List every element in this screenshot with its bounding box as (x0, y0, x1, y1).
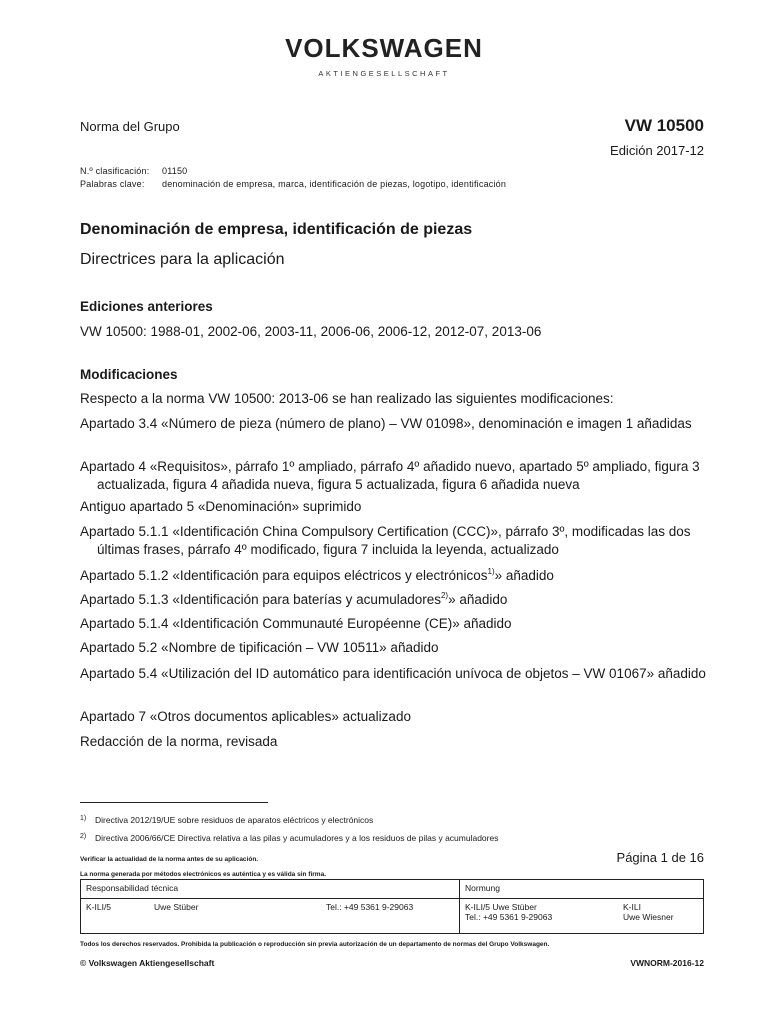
responsibility-header-text: Responsabilidad técnica (86, 883, 179, 893)
copyright: © Volkswagen Aktiengesellschaft (80, 958, 215, 968)
standard-number: VW 10500 (624, 116, 704, 135)
classification-label: N.º clasificación: (80, 166, 150, 176)
verify-notice: Verificar la actualidad de la norma antes de su aplicación. (80, 856, 259, 863)
footnote-ref: 2) (440, 590, 449, 600)
previous-editions-text: VW 10500: 1988-01, 2002-06, 2003-11, 2006-06, 2006-12, 2012-07, 2013-06 (80, 324, 542, 339)
modification-item-tail: » añadido (494, 568, 554, 583)
responsible-dept: K-ILI/5 (86, 902, 112, 912)
document-title: Denominación de empresa, identificación de piezas (80, 221, 473, 238)
normung-phone: Tel.: +49 5361 9-29063 (465, 912, 553, 922)
logo-subtitle: AKTIENGESELLSCHAFT (318, 69, 450, 78)
normung-contact-2 (623, 902, 674, 922)
normung-person: K-ILI/5 Uwe Stüber (465, 902, 537, 912)
modification-item (80, 567, 721, 585)
responsible-phone: Tel.: +49 5361 9-29063 (326, 902, 414, 912)
responsibility-cell (81, 899, 460, 934)
form-code: VWNORM-2016-12 (630, 958, 704, 968)
electronic-notice: La norma generada por métodos electrónicos es auténtica y es válida sin firma. (80, 871, 327, 878)
modification-item-text: Apartado 5.1.2 «Identificación para equipos eléctricos y electrónicos (80, 568, 488, 583)
footnote-text: Directiva 2006/66/CE Directiva relativa a las pilas y acumuladores y a los residuos de pilas y acumuladores (95, 833, 499, 843)
modification-item: Apartado 5.4 «Utilización del ID automático para identificación unívoca de objetos – VW 01067» añadido (80, 666, 706, 681)
modification-item: Apartado 3.4 «Número de pieza (número de plano) – VW 01098», denominación e imagen 1 añadidas (80, 416, 692, 431)
modification-item: Apartado 5.1.1 «Identificación China Compulsory Certification (CCC)», párrafo 3º, modificadas las dos últimas frases, párrafo 4º modificado, figura 7 incluida la leyenda, actualizado (80, 524, 691, 557)
responsibility-row (86, 902, 454, 912)
responsibility-header (81, 880, 460, 899)
modification-item: Apartado 7 «Otros documentos aplicables» actualizado (80, 709, 411, 724)
footnote-divider (80, 802, 268, 803)
modification-item: Apartado 5.2 «Nombre de tipificación – VW 10511» añadido (80, 640, 439, 655)
modifications-heading: Modificaciones (80, 367, 178, 382)
normung-dept: K-ILI (623, 902, 641, 912)
footnote (80, 815, 373, 825)
previous-editions-heading: Ediciones anteriores (80, 299, 213, 314)
footnote-text: Directiva 2012/19/UE sobre residuos de aparatos eléctricos y electrónicos (95, 815, 374, 825)
modifications-intro: Respecto a la norma VW 10500: 2013-06 se han realizado las siguientes modificaciones: (80, 391, 614, 406)
normung-header-text: Normung (465, 883, 500, 893)
footnote-number: 1) (80, 815, 87, 822)
footnote-number: 2) (80, 833, 87, 840)
keywords-row (80, 179, 506, 189)
standard-type: Norma del Grupo (80, 119, 180, 134)
modification-item (80, 591, 721, 609)
responsible-person: Uwe Stüber (154, 902, 199, 912)
edition-date: Edición 2017-12 (610, 143, 704, 158)
modification-item-text: Apartado 5.1.3 «Identificación para baterías y acumuladores (80, 592, 441, 607)
footnote-ref: 1) (487, 566, 495, 576)
keywords-label: Palabras clave: (80, 179, 145, 189)
modification-item: Redacción de la norma, revisada (80, 734, 278, 749)
responsibility-table (80, 879, 704, 934)
normung-person-2: Uwe Wiesner (623, 912, 674, 922)
classification-row (80, 166, 187, 176)
classification-value: 01150 (162, 166, 188, 176)
page-number: Página 1 de 16 (616, 850, 704, 865)
modification-item-tail: » añadido (448, 592, 508, 607)
normung-cell (460, 899, 704, 934)
rights-notice: Todos los derechos reservados. Prohibida la publicación o reproducción sin previa autorización de un departamento de normas del Grupo Volkswagen. (80, 941, 550, 948)
modification-item: Apartado 5.1.4 «Identificación Communauté Européenne (CE)» añadido (80, 616, 512, 631)
volkswagen-logo: VOLKSWAGEN (285, 33, 483, 63)
modification-item: Apartado 4 «Requisitos», párrafo 1º ampliado, párrafo 4º añadido nuevo, apartado 5º ampliado, figura 3 actualizada, figura 4 añadida nueva, figura 5 actualizada, figura 6 añadida nueva (80, 459, 700, 492)
normung-contact (465, 902, 623, 922)
normung-row (465, 902, 698, 922)
footnote (80, 833, 498, 843)
keywords-value: denominación de empresa, marca, identificación de piezas, logotipo, identificación (162, 179, 507, 189)
modification-item: Antiguo apartado 5 «Denominación» suprimido (80, 499, 362, 514)
document-subtitle: Directrices para la aplicación (80, 251, 285, 268)
normung-header (460, 880, 704, 899)
